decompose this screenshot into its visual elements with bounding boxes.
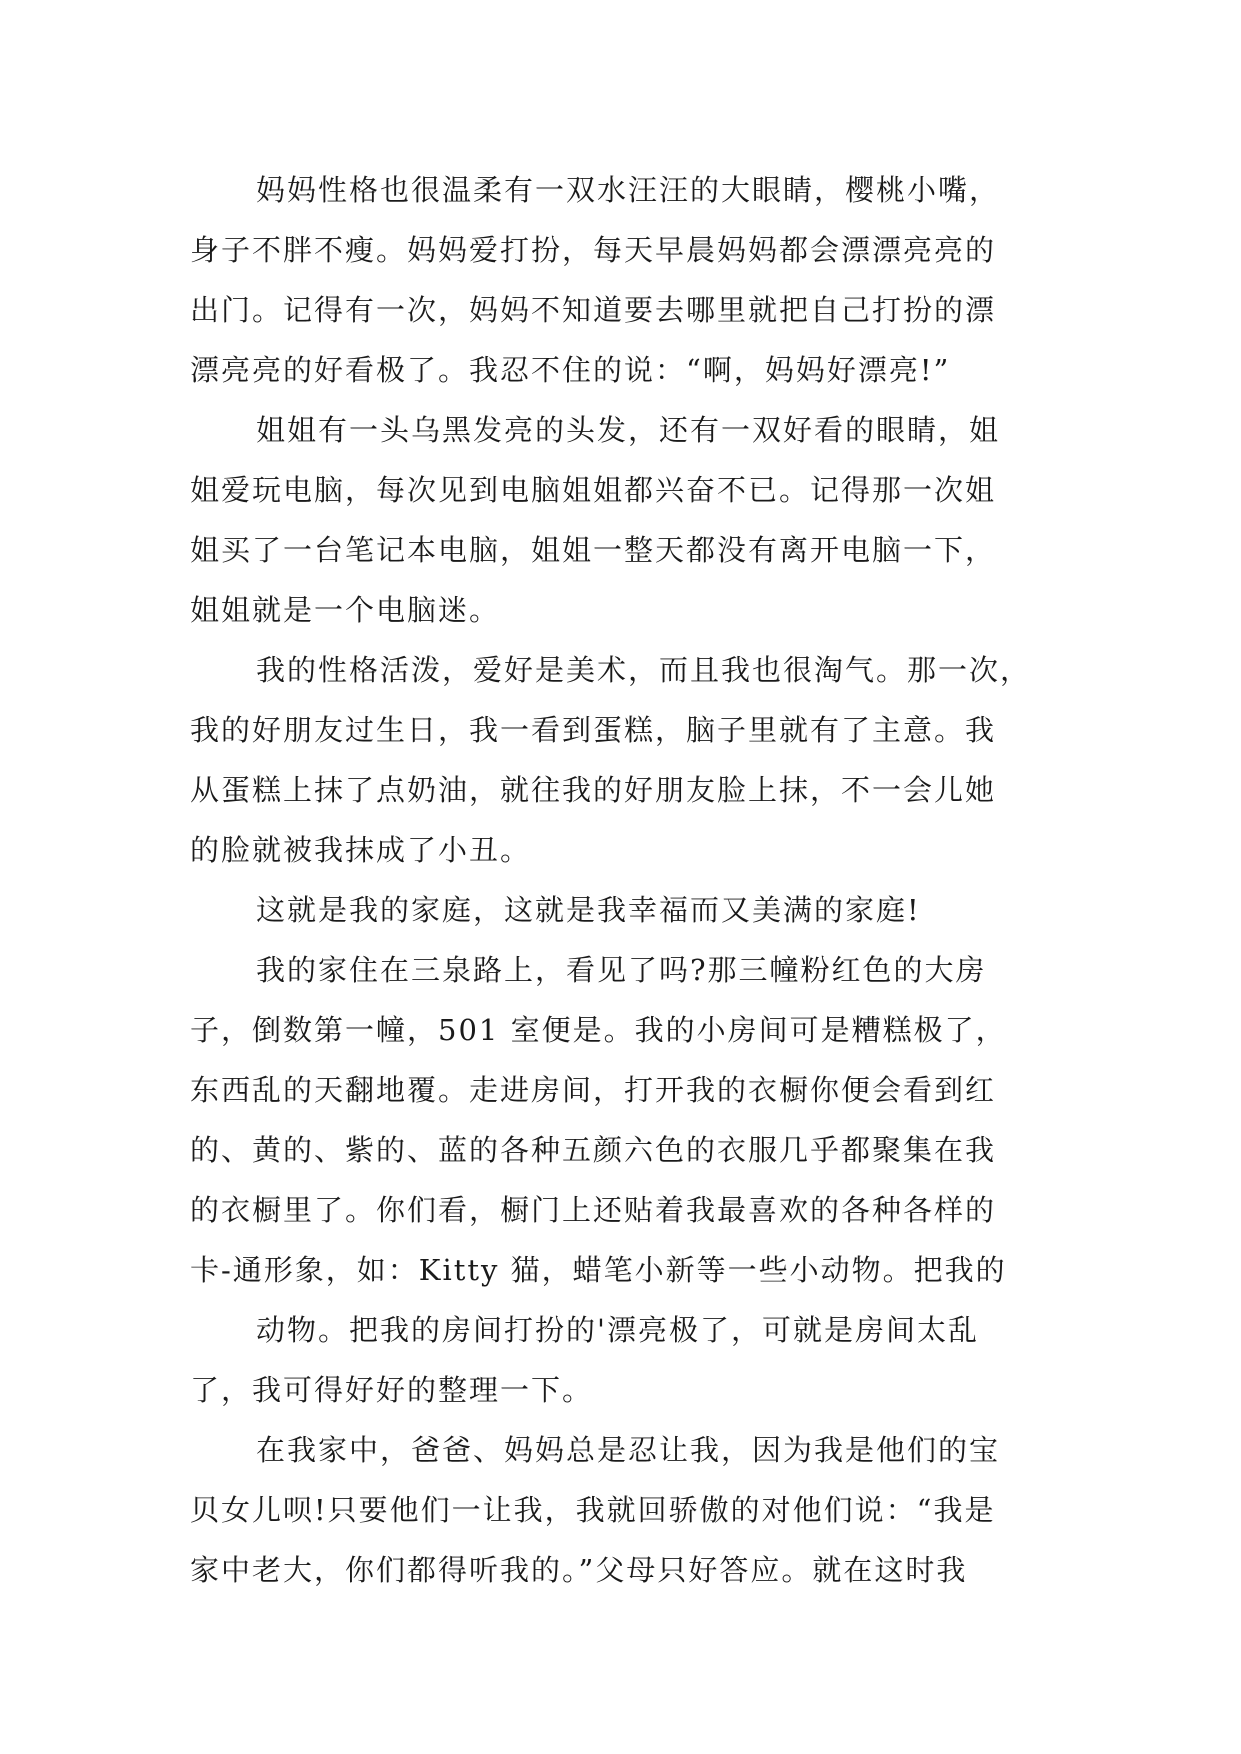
text-line: 在我家中，爸爸、妈妈总是忍让我，因为我是他们的宝 — [256, 1433, 1001, 1467]
text-line: 我的性格活泼，爱好是美术，而且我也很淘气。那一次， — [256, 653, 1032, 687]
text-line: 家中老大，你们都得听我的。”父母只好答应。就在这时我 — [190, 1553, 968, 1587]
text-line: 的衣橱里了。你们看，橱门上还贴着我最喜欢的各种各样的 — [190, 1193, 997, 1227]
text-line: 我的好朋友过生日，我一看到蛋糕，脑子里就有了主意。我 — [190, 713, 997, 747]
text-line: 我的家住在三泉路上，看见了吗?那三幢粉红色的大房 — [256, 953, 987, 987]
text-line: 姐买了一台笔记本电脑，姐姐一整天都没有离开电脑一下， — [190, 533, 997, 567]
text-line: 了，我可得好好的整理一下。 — [190, 1373, 594, 1407]
text-line: 卡-通形象，如：Kitty 猫，蜡笔小新等一些小动物。把我的 — [190, 1253, 1007, 1287]
text-line: 姐姐有一头乌黑发亮的头发，还有一双好看的眼睛，姐 — [256, 413, 1001, 447]
text-line: 姐姐就是一个电脑迷。 — [190, 593, 501, 627]
text-line: 贝女儿呗!只要他们一让我，我就回骄傲的对他们说：“我是 — [190, 1493, 996, 1527]
text-line: 的脸就被我抹成了小丑。 — [190, 833, 532, 867]
text-line: 从蛋糕上抹了点奶油，就往我的好朋友脸上抹，不一会儿她 — [190, 773, 997, 807]
text-line: 东西乱的天翻地覆。走进房间，打开我的衣橱你便会看到红 — [190, 1073, 997, 1107]
text-line: 妈妈性格也很温柔有一双水汪汪的大眼睛，樱桃小嘴， — [256, 173, 1001, 207]
text-line: 出门。记得有一次，妈妈不知道要去哪里就把自己打扮的漂 — [190, 293, 997, 327]
text-line: 这就是我的家庭，这就是我幸福而又美满的家庭! — [256, 893, 921, 927]
text-line: 的、黄的、紫的、蓝的各种五颜六色的衣服几乎都聚集在我 — [190, 1133, 997, 1167]
text-line: 身子不胖不瘦。妈妈爱打扮，每天早晨妈妈都会漂漂亮亮的 — [190, 233, 997, 267]
body-text — [190, 160, 1070, 1600]
text-line: 漂亮亮的好看极了。我忍不住的说：“啊，妈妈好漂亮!” — [190, 353, 951, 387]
text-line: 动物。把我的房间打扮的'漂亮极了，可就是房间太乱 — [256, 1313, 979, 1347]
text-line: 子，倒数第一幢，501 室便是。我的小房间可是糟糕极了， — [190, 1013, 1007, 1047]
text-line: 姐爱玩电脑，每次见到电脑姐姐都兴奋不已。记得那一次姐 — [190, 473, 997, 507]
